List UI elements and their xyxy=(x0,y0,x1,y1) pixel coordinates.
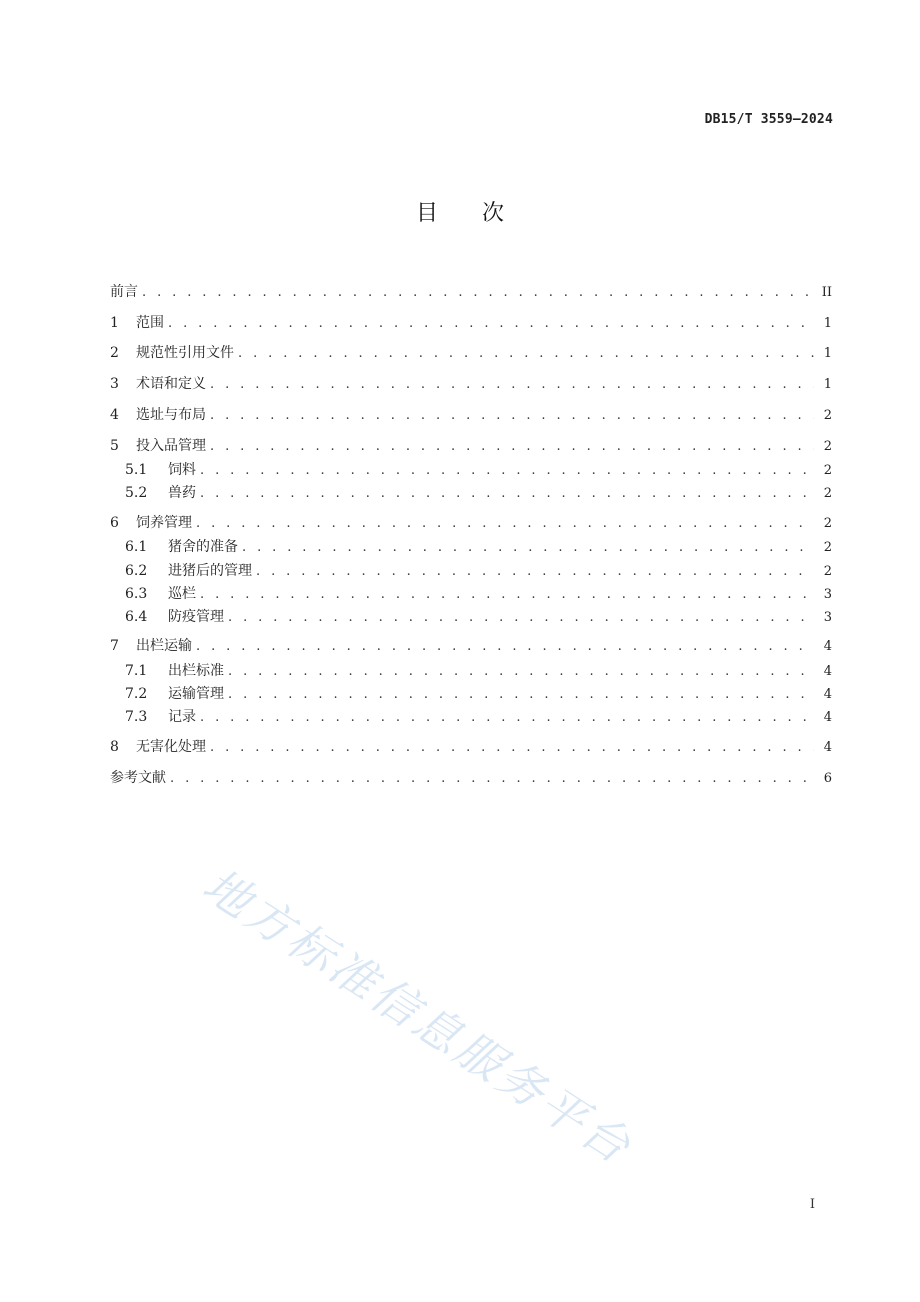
toc-entry-title: 防疫管理 xyxy=(168,609,224,625)
toc-leader-dots xyxy=(228,609,814,627)
toc-entry[interactable] xyxy=(125,685,832,703)
toc-entry-page: II xyxy=(821,285,832,300)
toc-entry-page: 3 xyxy=(823,587,832,602)
toc-entry-page: 2 xyxy=(823,486,832,501)
toc-entry[interactable] xyxy=(125,461,832,479)
toc-entry-title: 前言 xyxy=(110,284,138,300)
toc-leader-dots xyxy=(210,739,814,757)
toc-leader-dots xyxy=(228,686,814,704)
toc-entry-number: 6.2 xyxy=(125,563,148,579)
toc-leader-dots xyxy=(196,638,814,656)
toc-entry-page: 1 xyxy=(823,377,832,392)
toc-entry-page: 4 xyxy=(823,687,832,702)
toc-entry-title: 参考文献 xyxy=(110,770,166,786)
page-number: I xyxy=(809,1197,815,1212)
toc-entry-number: 3 xyxy=(110,376,119,392)
toc-entry-page: 1 xyxy=(823,316,832,331)
toc-leader-dots xyxy=(238,345,814,363)
toc-leader-dots xyxy=(200,586,814,604)
toc-entry-page: 4 xyxy=(823,710,832,725)
toc-leader-dots xyxy=(168,315,814,333)
toc-entry-title: 记录 xyxy=(168,709,196,725)
toc-entry-title: 选址与布局 xyxy=(136,407,206,423)
toc-leader-dots xyxy=(210,376,814,394)
toc-entry[interactable] xyxy=(125,608,832,626)
toc-entry[interactable] xyxy=(125,562,832,580)
toc-entry-number: 2 xyxy=(110,345,119,361)
toc-entry-number: 6 xyxy=(110,515,119,531)
toc-entry-number: 5.1 xyxy=(125,462,148,478)
toc-entry-number: 7.2 xyxy=(125,686,148,702)
toc-entry-number: 5.2 xyxy=(125,485,148,501)
toc-leader-dots xyxy=(210,407,814,425)
toc-entry-page: 2 xyxy=(823,439,832,454)
toc-entry[interactable] xyxy=(110,344,832,362)
toc-entry-title: 出栏运输 xyxy=(136,638,192,654)
toc-entry-title: 投入品管理 xyxy=(136,438,206,454)
toc-entry-page: 4 xyxy=(823,664,832,679)
toc-entry[interactable] xyxy=(110,406,832,424)
toc-entry-page: 2 xyxy=(823,540,832,555)
toc-entry-title: 无害化处理 xyxy=(136,739,206,755)
toc-entry-title: 兽药 xyxy=(168,485,196,501)
toc-entry-page: 2 xyxy=(823,564,832,579)
toc-entry-number: 6.4 xyxy=(125,609,148,625)
toc-entry-title: 进猪后的管理 xyxy=(168,563,252,579)
toc-entry-page: 2 xyxy=(823,408,832,423)
toc-entry-page: 4 xyxy=(823,639,832,654)
toc-entry[interactable] xyxy=(125,708,832,726)
toc-leader-dots xyxy=(200,462,814,480)
toc-entry[interactable] xyxy=(125,484,832,502)
toc-entry-page: 6 xyxy=(823,771,832,786)
toc-entry-title: 规范性引用文件 xyxy=(136,345,234,361)
toc-leader-dots xyxy=(256,563,814,581)
toc-entry-number: 7 xyxy=(110,638,119,654)
watermark: 地方标准信息服务平台 xyxy=(193,857,643,1176)
toc-entry-page: 2 xyxy=(823,463,832,478)
toc-leader-dots xyxy=(142,284,814,302)
toc-entry-title: 饲料 xyxy=(168,462,196,478)
toc-leader-dots xyxy=(196,515,814,533)
toc-entry-page: 1 xyxy=(823,346,832,361)
toc-entry[interactable] xyxy=(110,314,832,332)
toc-entry-title: 运输管理 xyxy=(168,686,224,702)
toc-entry-title: 出栏标准 xyxy=(168,663,224,679)
toc-entry[interactable] xyxy=(110,637,832,655)
toc-entry-title: 猪舍的准备 xyxy=(168,539,238,555)
toc-leader-dots xyxy=(200,709,814,727)
toc-leader-dots xyxy=(242,539,814,557)
toc-entry[interactable] xyxy=(110,283,832,301)
toc-entry-number: 6.1 xyxy=(125,539,148,555)
document-code: DB15/T 3559—2024 xyxy=(704,112,833,127)
toc-entry-page: 3 xyxy=(823,610,832,625)
toc-entry-number: 5 xyxy=(110,438,119,454)
toc-entry-number: 8 xyxy=(110,739,119,755)
toc-entry[interactable] xyxy=(125,662,832,680)
toc-leader-dots xyxy=(210,438,814,456)
toc-entry-page: 2 xyxy=(823,516,832,531)
toc-entry-number: 1 xyxy=(110,315,119,331)
toc-entry[interactable] xyxy=(110,514,832,532)
toc-entry[interactable] xyxy=(125,538,832,556)
toc-entry-number: 7.1 xyxy=(125,663,148,679)
toc-entry-title: 术语和定义 xyxy=(136,376,206,392)
toc-leader-dots xyxy=(200,485,814,503)
toc-entry-title: 巡栏 xyxy=(168,586,196,602)
toc-entry-number: 6.3 xyxy=(125,586,148,602)
toc-entry[interactable] xyxy=(110,375,832,393)
table-of-contents xyxy=(110,0,832,1302)
toc-entry[interactable] xyxy=(125,585,832,603)
toc-title: 目次 xyxy=(415,201,548,226)
toc-entry-number: 7.3 xyxy=(125,709,148,725)
toc-leader-dots xyxy=(170,770,814,788)
toc-entry[interactable] xyxy=(110,769,832,787)
toc-leader-dots xyxy=(228,663,814,681)
toc-entry-title: 范围 xyxy=(136,315,164,331)
toc-entry[interactable] xyxy=(110,437,832,455)
toc-entry-page: 4 xyxy=(823,740,832,755)
toc-entry-number: 4 xyxy=(110,407,119,423)
toc-entry[interactable] xyxy=(110,738,832,756)
toc-entry-title: 饲养管理 xyxy=(136,515,192,531)
